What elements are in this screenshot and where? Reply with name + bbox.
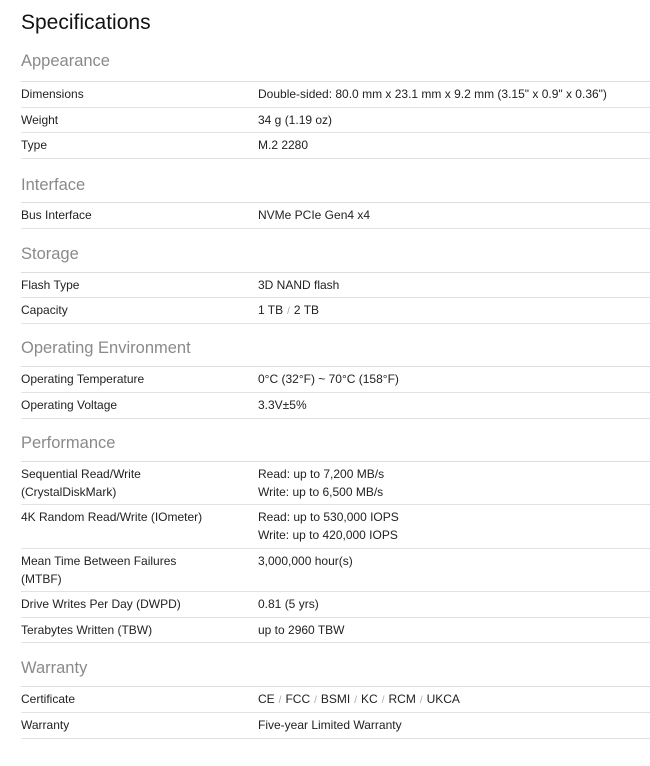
spec-value: 0°C (32°F) ~ 70°C (158°F) [258,372,399,387]
spec-row-mtbf [21,549,650,593]
spec-label: Bus Interface [21,208,92,223]
spec-row-flash-type [21,273,650,299]
page-title: Specifications [21,11,151,34]
certificate-item: RCM [388,692,416,707]
certificate-item: CE [258,692,275,707]
spec-value [258,462,650,505]
section-title: Interface [21,159,650,203]
spec-label-line: Sequential Read/Write [21,466,141,481]
spec-label-line: (MTBF) [21,571,62,586]
section-title: Operating Environment [21,324,650,367]
separator: / [419,695,423,707]
spec-label: Operating Temperature [21,372,145,387]
spec-row-4k-random-read-write [21,505,650,549]
spec-row-dwpd [21,592,650,618]
separator: / [381,695,385,707]
spec-label: Terabytes Written (TBW) [21,622,153,637]
section-title: Warranty [21,643,650,687]
spec-label: Operating Voltage [21,397,118,412]
spec-label: Capacity [21,303,68,318]
certificate-item: KC [361,692,378,707]
spec-label-line: Mean Time Between Failures [21,553,177,568]
spec-value: Five-year Limited Warranty [258,718,402,733]
section-warranty [21,643,650,738]
spec-row-operating-voltage [21,393,650,419]
spec-row-dimensions [21,82,650,108]
spec-value: up to 2960 TBW [258,622,345,637]
spec-row-tbw [21,618,650,644]
certificate-item: BSMI [320,692,351,707]
separator: / [354,695,358,707]
spec-label: Dimensions [21,87,84,101]
section-interface [21,159,650,229]
section-title: Performance [21,419,650,462]
spec-label [21,462,258,505]
spec-row-certificate [21,687,650,713]
section-operating-environment [21,324,650,418]
spec-value: 3,000,000 hour(s) [258,553,353,568]
spec-value: M.2 2280 [258,138,309,153]
spec-value-line: Read: up to 7,200 MB/s [258,466,385,481]
spec-value: NVMe PCIe Gen4 x4 [258,208,371,223]
section-title: Appearance [21,44,650,82]
spec-row-bus-interface [21,203,650,229]
spec-label: Drive Writes Per Day (DWPD) [21,597,181,611]
separator: / [278,695,282,707]
spec-row-operating-temperature [21,367,650,393]
separator: / [314,695,317,707]
spec-label: Flash Type [21,277,80,292]
certificate-item: FCC [285,692,311,707]
spec-row-weight [21,108,650,134]
section-title: Storage [21,229,650,273]
spec-label: Weight [21,112,59,127]
spec-value: Double-sided: 80.0 mm x 23.1 mm x 9.2 mm (3.15" x 0.9" x 0.36") [258,87,607,101]
section-appearance [21,44,650,159]
spec-label: 4K Random Read/Write (IOmeter) [21,510,203,524]
capacity-option: 1 TB [258,303,284,318]
spec-value [258,687,650,712]
spec-row-type [21,133,650,159]
separator: / [287,306,290,318]
spec-value: 34 g (1.19 oz) [258,112,333,127]
spec-label [21,549,258,592]
spec-row-sequential-read-write [21,462,650,506]
spec-value-line: Read: up to 530,000 IOPS [258,510,399,524]
spec-label: Certificate [21,692,76,707]
spec-value-line: Write: up to 6,500 MB/s [258,484,384,499]
section-storage [21,229,650,324]
spec-label-line: (CrystalDiskMark) [21,484,117,499]
capacity-option: 2 TB [293,303,320,318]
spec-row-capacity [21,298,650,324]
spec-value: 3.3V±5% [258,397,307,412]
spec-value: 0.81 (5 yrs) [258,597,319,611]
spec-value [258,505,650,548]
spec-label: Warranty [21,718,70,733]
section-performance [21,419,650,644]
spec-value [258,298,650,323]
spec-row-warranty [21,713,650,739]
certificate-item: UKCA [426,692,460,707]
spec-label: Type [21,138,48,153]
spec-value: 3D NAND flash [258,277,340,292]
spec-value-line: Write: up to 420,000 IOPS [258,528,398,542]
